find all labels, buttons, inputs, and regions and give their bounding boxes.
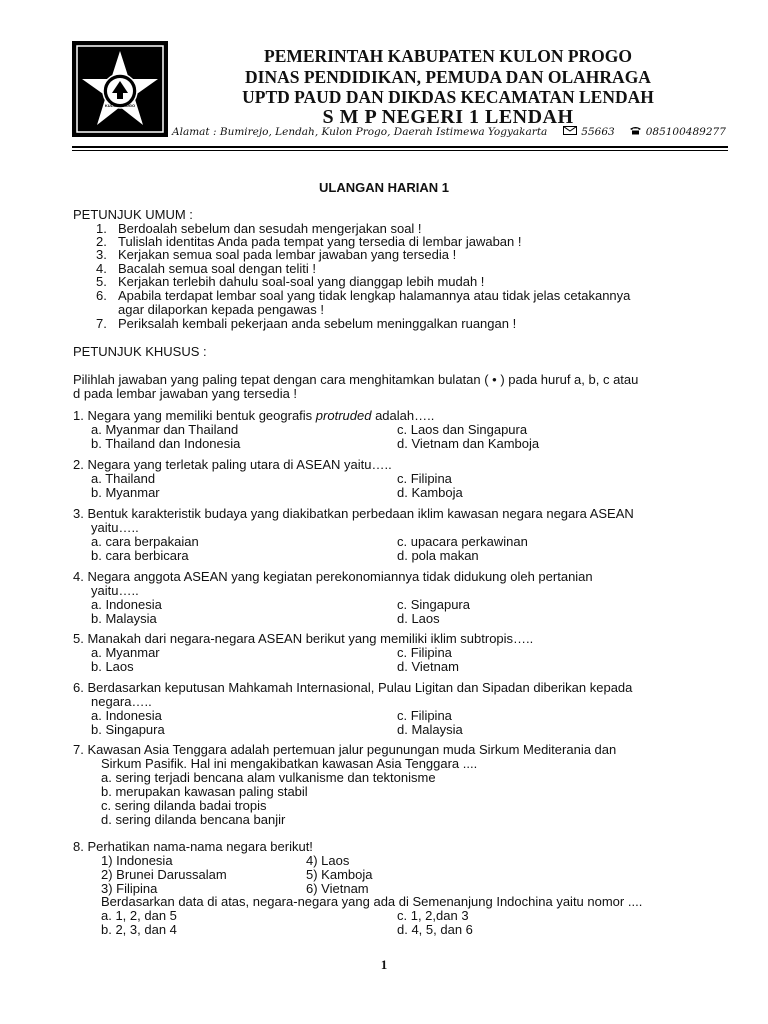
question-7-stem-continued: Sirkum Pasifik. Hal ini mengakibatkan kawasan Asia Tenggara .... — [101, 756, 478, 771]
option-c: c. 1, 2,dan 3 — [397, 908, 469, 923]
question-7-stem: 7. Kawasan Asia Tenggara adalah pertemuan jalur pegunungan muda Sirkum Mediterania dan — [73, 742, 617, 757]
instruction-number: 3. — [96, 247, 107, 262]
option-c: c. upacara perkawinan — [397, 534, 528, 549]
option-d: d. Malaysia — [397, 722, 463, 737]
question-6-stem-continued: negara….. — [91, 694, 152, 709]
question-1-stem — [73, 409, 434, 423]
option-b: b. merupakan kawasan paling stabil — [101, 784, 308, 799]
option-b: b. Thailand dan Indonesia — [91, 436, 241, 451]
special-instructions-line: Pilihlah jawaban yang paling tepat dengan cara menghitamkan bulatan ( • ) pada huruf a, b, c atau — [73, 372, 639, 387]
country-list-item: 4) Laos — [306, 853, 350, 868]
question-4-stem-continued: yaitu….. — [91, 583, 139, 598]
address-line — [172, 126, 726, 138]
instruction-text: Kerjakan terlebih dahulu soal-soal yang dianggap lebih mudah ! — [118, 274, 485, 289]
option-d: d. pola makan — [397, 548, 479, 563]
option-c: c. Laos dan Singapura — [397, 422, 528, 437]
question-8-prompt: Berdasarkan data di atas, negara-negara yang ada di Semenanjung Indochina yaitu nomor .... — [101, 894, 643, 909]
option-b: b. 2, 3, dan 4 — [101, 922, 177, 937]
option-d: d. sering dilanda bencana banjir — [101, 812, 286, 827]
question-3-stem-continued: yaitu….. — [91, 520, 139, 535]
question-4-stem: 4. Negara anggota ASEAN yang kegiatan perekonomiannya tidak didukung oleh pertanian — [73, 569, 593, 584]
option-d: d. Kamboja — [397, 485, 463, 500]
header-line-government: PEMERINTAH KABUPATEN KULON PROGO — [264, 46, 632, 66]
header-line-uptd: UPTD PAUD DAN DIKDAS KECAMATAN LENDAH — [242, 87, 654, 107]
option-a: a. Myanmar — [91, 645, 160, 660]
instruction-text: Bacalah semua soal dengan teliti ! — [118, 261, 317, 276]
general-instructions-heading: PETUNJUK UMUM : — [73, 207, 193, 222]
instruction-text-continued: agar dilaporkan kepada pengawas ! — [118, 302, 324, 317]
header-rule-thick — [72, 146, 728, 148]
question-3-stem: 3. Bentuk karakteristik budaya yang diakibatkan perbedaan iklim kawasan negara negara ASEAN — [73, 506, 634, 521]
country-list-item: 5) Kamboja — [306, 867, 373, 882]
option-d: d. Laos — [397, 611, 440, 626]
option-d: d. Vietnam — [397, 659, 459, 674]
header-line-department: DINAS PENDIDIKAN, PEMUDA DAN OLAHRAGA — [245, 67, 651, 87]
option-b: b. Myanmar — [91, 485, 160, 500]
option-c: c. Singapura — [397, 597, 470, 612]
question-text: 1. Negara yang memiliki bentuk geografis — [73, 408, 316, 423]
special-instructions-heading: PETUNJUK KHUSUS : — [73, 344, 207, 359]
instruction-number: 5. — [96, 274, 107, 289]
option-c: c. Filipina — [397, 645, 452, 660]
option-a: a. cara berpakaian — [91, 534, 199, 549]
instruction-number: 2. — [96, 234, 107, 249]
instruction-number: 4. — [96, 261, 107, 276]
instruction-number: 6. — [96, 288, 107, 303]
instruction-text: Apabila terdapat lembar soal yang tidak lengkap halamannya atau tidak jelas cetakannya — [118, 288, 631, 303]
question-text-end: adalah….. — [371, 408, 435, 423]
question-8-stem: 8. Perhatikan nama-nama negara berikut! — [73, 839, 313, 854]
logo-caption: KULON PROGO — [104, 103, 136, 108]
question-emphasis: protruded — [315, 408, 372, 423]
option-a: a. Myanmar dan Thailand — [91, 422, 239, 437]
instruction-text: Periksalah kembali pekerjaan anda sebelum meninggalkan ruangan ! — [118, 316, 517, 331]
option-a: a. sering terjadi bencana alam vulkanisme dan tektonisme — [101, 770, 436, 785]
header-line-school: S M P NEGERI 1 LENDAH — [322, 106, 574, 128]
instruction-number: 7. — [96, 316, 107, 331]
option-c: c. Filipina — [397, 471, 452, 486]
option-b: b. cara berbicara — [91, 548, 189, 563]
option-c: c. Filipina — [397, 708, 452, 723]
option-a: a. Thailand — [91, 471, 156, 486]
exam-title: ULANGAN HARIAN 1 — [319, 180, 449, 195]
option-a: a. Indonesia — [91, 708, 162, 723]
address-text: Alamat : Bumirejo, Lendah, Kulon Progo, Daerah Istimewa Yogyakarta — [172, 126, 548, 138]
option-c: c. sering dilanda badai tropis — [101, 798, 267, 813]
option-b: b. Laos — [91, 659, 134, 674]
question-2-stem: 2. Negara yang terletak paling utara di ASEAN yaitu….. — [73, 457, 392, 472]
question-6-stem: 6. Berdasarkan keputusan Mahkamah Internasional, Pulau Ligitan dan Sipadan diberikan kepada — [73, 680, 633, 695]
instruction-number: 1. — [96, 221, 107, 236]
option-d: d. 4, 5, dan 6 — [397, 922, 473, 937]
instruction-text: Tulislah identitas Anda pada tempat yang tersedia di lembar jawaban ! — [118, 234, 522, 249]
option-b: b. Singapura — [91, 722, 165, 737]
option-b: b. Malaysia — [91, 611, 157, 626]
option-a: a. Indonesia — [91, 597, 162, 612]
country-list-item: 6) Vietnam — [306, 881, 369, 896]
header-rule-thin — [72, 150, 728, 151]
country-list-item: 2) Brunei Darussalam — [101, 867, 227, 882]
envelope-icon — [563, 126, 577, 138]
phone-number: 085100489277 — [645, 126, 726, 138]
special-instructions-line: d pada lembar jawaban yang tersedia ! — [73, 386, 298, 401]
postal-code: 55663 — [581, 126, 615, 138]
instruction-text: Berdoalah sebelum dan sesudah mengerjakan soal ! — [118, 221, 422, 236]
country-list-item: 1) Indonesia — [101, 853, 173, 868]
option-d: d. Vietnam dan Kamboja — [397, 436, 540, 451]
school-logo — [72, 41, 168, 137]
page-number: 1 — [380, 957, 388, 972]
question-5-stem: 5. Manakah dari negara-negara ASEAN berikut yang memiliki iklim subtropis….. — [73, 631, 534, 646]
instruction-text: Kerjakan semua soal pada lembar jawaban yang tersedia ! — [118, 247, 457, 262]
country-list-item: 3) Filipina — [101, 881, 158, 896]
option-a: a. 1, 2, dan 5 — [101, 908, 177, 923]
telephone-icon — [629, 126, 642, 138]
